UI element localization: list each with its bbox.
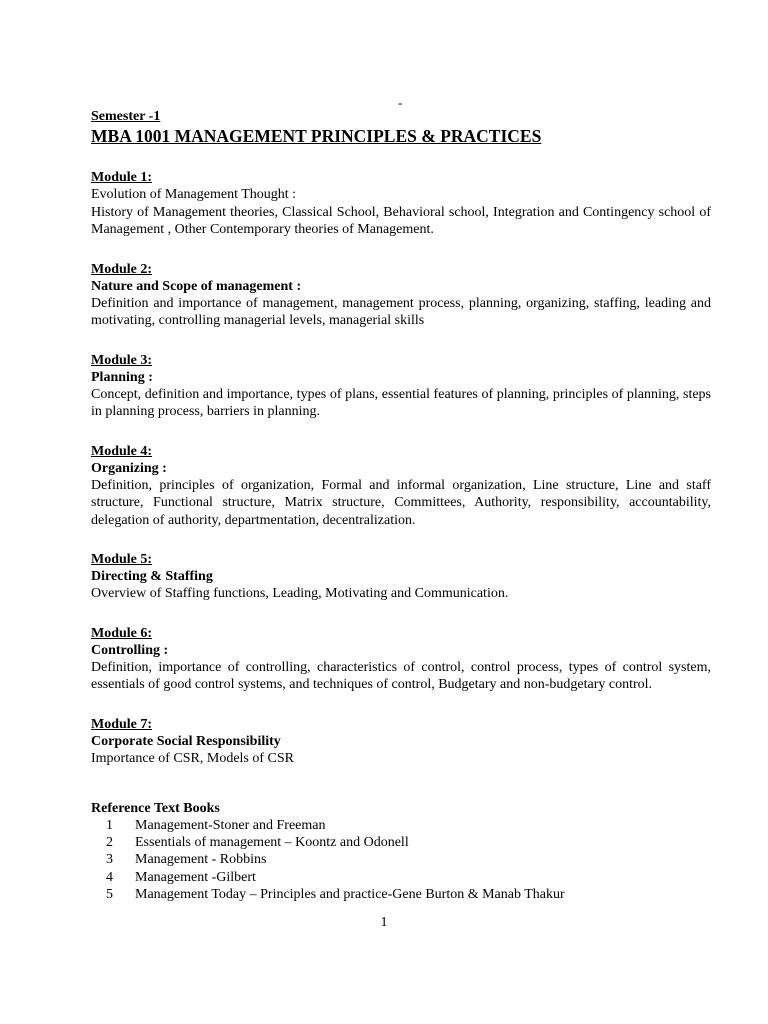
module-subtitle: Organizing : xyxy=(91,460,167,476)
reference-title: Reference Text Books xyxy=(91,801,220,816)
module-7 xyxy=(91,716,711,768)
list-item xyxy=(91,851,711,868)
module-heading: Module 1: xyxy=(91,170,153,185)
reference-number: 5 xyxy=(106,886,113,902)
list-item xyxy=(91,886,711,903)
module-subtitle: Evolution of Management Thought : xyxy=(91,187,297,202)
module-heading: Module 2: xyxy=(91,261,153,277)
module-heading: Module 7: xyxy=(91,716,153,732)
module-2 xyxy=(91,261,711,330)
module-heading: Module 5: xyxy=(91,552,153,567)
page-number: 1 xyxy=(380,915,388,930)
module-4 xyxy=(91,443,711,530)
module-5 xyxy=(91,551,711,603)
module-description: Definition and importance of management, management process, planning, organizing, staffing, leading and motivating, controlling managerial levels, managerial skills xyxy=(91,295,711,328)
reference-number: 3 xyxy=(106,852,113,868)
module-subtitle: Controlling : xyxy=(91,642,169,658)
module-6 xyxy=(91,625,711,694)
module-subtitle: Nature and Scope of management : xyxy=(91,278,302,294)
reference-list xyxy=(91,817,711,903)
list-item xyxy=(91,817,711,834)
syllabus-content xyxy=(91,108,711,903)
reference-section xyxy=(91,800,711,903)
module-description: Definition, principles of organization, Formal and informal organization, Line structure, Line and staff structure, Functional structure, Matrix structure, Committees, Authority, responsibility, accountability, delegation of authority, departmentation, decentralization. xyxy=(91,477,711,528)
reference-number: 4 xyxy=(106,869,113,885)
reference-text: Management -Gilbert xyxy=(135,869,256,885)
reference-text: Management-Stoner and Freeman xyxy=(135,818,326,833)
module-1 xyxy=(91,169,711,239)
module-heading: Module 4: xyxy=(91,443,153,459)
module-subtitle: Directing & Staffing xyxy=(91,569,213,584)
top-mark: - xyxy=(398,95,403,110)
reference-text: Essentials of management – Koontz and Odonell xyxy=(135,835,409,851)
reference-text: Management Today – Principles and practice-Gene Burton & Manab Thakur xyxy=(135,886,565,902)
module-subtitle: Planning : xyxy=(91,369,153,385)
module-subtitle: Corporate Social Responsibility xyxy=(91,733,281,749)
module-description: History of Management theories, Classical School, Behavioral school, Integration and Contingency school of Management , Other Contemporary theories of Management. xyxy=(91,204,711,237)
module-description: Importance of CSR, Models of CSR xyxy=(91,750,294,766)
course-title: MBA 1001 MANAGEMENT PRINCIPLES & PRACTICES xyxy=(91,126,542,146)
module-heading: Module 6: xyxy=(91,625,153,641)
reference-text: Management - Robbins xyxy=(135,852,267,868)
module-description: Concept, definition and importance, types of plans, essential features of planning, principles of planning, steps in planning process, barriers in planning. xyxy=(91,386,711,419)
reference-number: 1 xyxy=(106,818,113,833)
module-3 xyxy=(91,352,711,421)
reference-number: 2 xyxy=(106,835,113,851)
list-item xyxy=(91,834,711,851)
semester-label: Semester -1 xyxy=(91,109,161,124)
list-item xyxy=(91,869,711,886)
module-heading: Module 3: xyxy=(91,352,153,368)
module-description: Definition, importance of controlling, characteristics of control, control process, types of control system, essentials of good control systems, and techniques of control, Budgetary and non-budgetary control. xyxy=(91,659,711,692)
module-description: Overview of Staffing functions, Leading, Motivating and Communication. xyxy=(91,586,509,601)
